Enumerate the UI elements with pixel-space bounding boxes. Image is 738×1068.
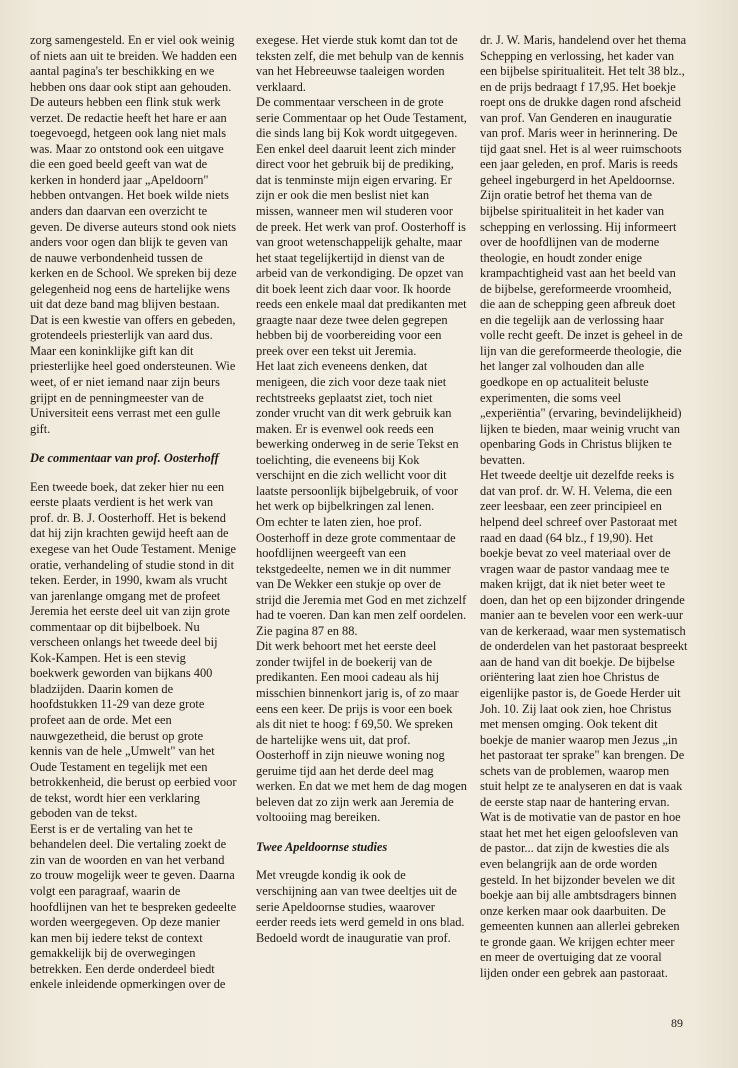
section-heading-oosterhoff: De commentaar van prof. Oosterhoff [30,451,219,466]
paragraph: De commentaar verscheen in de grote serie Commentaar op het Oude Testament, die sinds lang bij Kok wordt uitgegeven. Een enkel deel daaruit leent zich minder direct voor het gebruik bij de prediking, dat is tenminste mijn eigen ervaring. Er zijn er ook die men beslist niet kan missen, wanneer men wil studeren voor de preek. Het werk van prof. Oosterhoff is van groot wetenschappelijk gehalte, maar het staat tegelijkertijd in dienst van de arbeid van de verkondiging. De opzet van dit boek leent zich daar voor. Ik hoorde reeds een enkele maal dat predikanten met graagte naar deze twee delen gegrepen hebben bij de voorbereiding voor een preek over een tekst uit Jeremia. [256,95,467,358]
paragraph: Het tweede deeltje uit dezelfde reeks is dat van prof. dr. W. H. Velema, die een zeer leesbaar, een zeer principieel en helpend deel schreef over Pastoraat met raad en daad (64 blz., f 19,90). Het boekje bevat zo veel materiaal over de vragen waar de pastor vandaag mee te maken krijgt, dat ik niet beter weet te doen, dan het op een bijzonder dringende manier aan te bevelen voor een werk-uur van de kerkeraad, waar men systematisch de onderdelen van het pastoraat bespreekt aan de hand van dit boekje. De bijbelse oriëntering laat zien hoe Christus de eigenlijke pastor is, de Goede Herder uit Joh. 10. Zij laat ook zien, hoe Christus met mensen omging. Ook tekent dit boekje de manier waarop men Jezus „in het pastoraat ter sprake" kan brengen. De schets van de problemen, waarop men stuit helpt ze te analyseren en dat is vaak de eerste stap naar de hantering ervan. Wat is de motivatie van de pastor en hoe staat het met het eigen geloofsleven van de pastor... dat zijn de kwesties die als even belangrijk aan de orde worden gesteld. In het bijzonder bevelen we dit boekje aan bij alle ambtsdragers binnen onze kerken maar ook daarbuiten. De gemeenten kunnen aan allerlei gebreken te gronde gaan. We krijgen echter meer en meer de overtuiging dat ze vooral lijden onder een gebrek aan pastoraat. [480,468,688,980]
page-number: 89 [671,1016,683,1030]
paragraph: Het laat zich eveneens denken, dat menigeen, die zich voor deze taak niet rechtstreeks geplaatst ziet, toch niet zonder vrucht van dit werk gebruik kan maken. Er is evenwel ook reeds een bewerking onderweg in de serie Tekst en toelichting, die eveneens bij Kok verschijnt en die zich wellicht voor dit laatste persoonlijk bijbelgebruik, of voor het werk op bijbelkringen zal lenen. [256,359,459,514]
column-middle [256,33,467,946]
paragraph: Eerst is er de vertaling van het te behandelen deel. Die vertaling zoekt de zin van de woorden en van het verband zo trouw mogelijk weer te geven. Daarna volgt een paragraaf, waarin de hoofdlijnen van het te bespreken gedeelte worden weergegeven. Op deze manier kan men bij iedere tekst de context gemakkelijk bij de overwegingen betrekken. Een derde onderdeel biedt enkele inleidende opmerkingen over de [30,821,237,992]
section-heading-apeldoornse-studies: Twee Apeldoornse studies [256,839,388,854]
paragraph: dr. J. W. Maris, handelend over het thema Schepping en verlossing, het kader van een bijbelse spiritualiteit. Het telt 38 blz., en de prijs bedraagt f 17,95. Het boekje roept ons de drukke dagen rond afscheid van prof. Van Genderen en inauguratie van prof. Maris weer in herinnering. De tijd gaat snel. Het is al weer ruimschoots een jaar geleden, en prof. Maris is reeds geheel ingeburgerd in het Apeldoornse. Zijn oratie betrof het thema van de bijbelse spiritualiteit in het kader van schepping en verlossing. Hij informeert over de hoofdlijnen van de moderne theologie, en houdt zonder enige krampachtigheid vast aan het beeld van de bijbelse, gereformeerde vroomheid, die aan de schepping geen afbreuk doet en die tegelijk aan de verlossing haar volle recht geeft. De inzet is geheel in de lijn van die gereformeerde theologie, die het langer zal volhouden dan alle goedkope en op actualiteit beluste experimenten, die soms veel „experiëntia" (ervaring, bevindelijkheid) lijken te bieden, maar weinig vrucht van openbaring Gods in Christus blijken te bevatten. [480,33,687,467]
paragraph: Een tweede boek, dat zeker hier nu een eerste plaats verdient is het werk van prof. dr. B. J. Oosterhoff. Het is bekend dat hij zijn krachten gewijd heeft aan de exegese van het Oude Testament. Menige oratie, verhandeling of studie stond in dit teken. Eerder, in 1990, kwam als vrucht van jarenlange omgang met de profeet Jeremia het eerste deel uit van zijn grote commentaar op dit bijbelboek. Nu verscheen onlangs het tweede deel bij Kok-Kampen. Het is een stevig boekwerk geworden van bijkans 400 bladzijden. Daarin komen de hoofdstukken 11-29 van deze grote profeet aan de orde. Met een nauwgezetheid, die berust op grote kennis van de hele „Umwelt" van het Oude Testament en tegelijk met een betrokkenheid, die berust op eerbied voor de tekst, wordt hier een verklaring geboden van de tekst. [30,479,237,821]
column-left [30,33,237,993]
paragraph: exegese. Het vierde stuk komt dan tot de teksten zelf, die met behulp van de kennis van het Hebreeuwse taaleigen worden verklaard. [256,33,464,94]
column-right [480,33,688,981]
paragraph: Dit werk behoort met het eerste deel zonder twijfel in de boekerij van de predikanten. Een mooi cadeau als hij misschien binnenkort jarig is, of zo maar eens een keer. De prijs is voor een boek als dit niet te hoog: f 69,50. We spreken de hartelijke wens uit, dat prof. Oosterhoff in zijn nieuwe woning nog geruime tijd aan het derde deel mag werken. En dat we met hem de dag mogen beleven dat zo zijn werk aan Jeremia de voltooiing mag bereiken. [256,639,467,825]
paragraph: Om echter te laten zien, hoe prof. Oosterhoff in deze grote commentaar de hoofdlijnen weergeeft van een tekstgedeelte, nemen we in dit nummer van De Wekker een stukje op over de strijd die Jeremia met God en met zichzelf had te voeren. Dan kan men zelf oordelen. Zie pagina 87 en 88. [256,514,467,638]
paragraph: Met vreugde kondig ik ook de verschijning aan van twee deeltjes uit de serie Apeldoornse studies, waarover eerder reeds iets werd gemeld in ons blad. Bedoeld wordt de inauguratie van prof. [256,868,465,945]
paragraph: zorg samengesteld. En er viel ook weinig of niets aan uit te breiden. We hadden een aantal pagina's ter beschikking en we hebben ons daar ook stipt aan gehouden. De auteurs hebben een flink stuk werk verzet. De redactie heeft het hare er aan toegevoegd, hetgeen ook lang niet mals was. Maar zo ontstond ook een uitgave die een goed beeld geeft van wat de kerken in honderd jaar „Apeldoorn" hebben ontvangen. Het boek wilde niets anders dan daarvan een overzicht te geven. De diverse auteurs stond ook niets anders voor ogen dan blijk te geven van de nauwe verbondenheid tussen de kerken en de School. We spreken bij deze gelegenheid nog eens de hartelijke wens uit dat deze band mag blijven bestaan. Dat is een kwestie van offers en gebeden, grotendeels priesterlijk van aard dus. Maar een koninklijke gift kan dit priesterlijke heel goed ondersteunen. Wie weet, of er niet iemand naar zijn beurs grijpt en de penningmeester van de Universiteit eens verrast met een gulle gift. [30,33,237,436]
